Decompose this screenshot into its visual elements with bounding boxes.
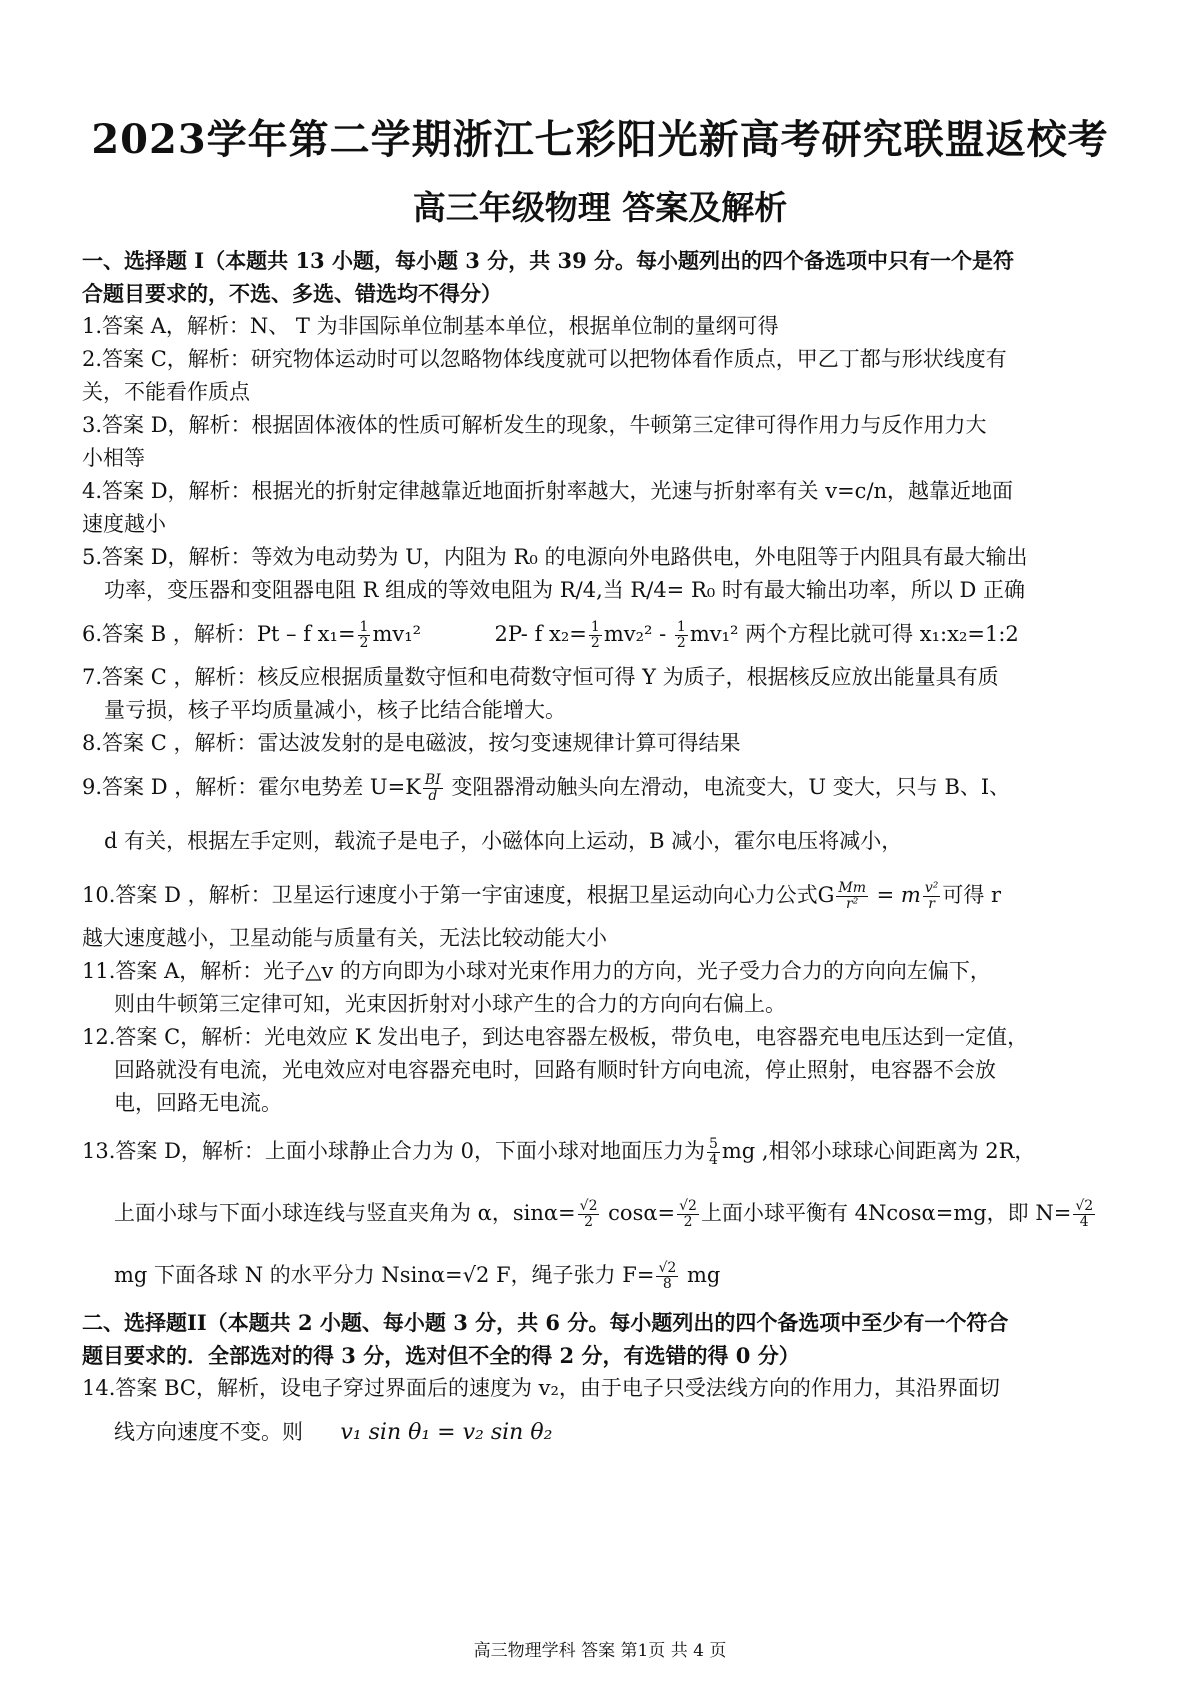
answer-11: 11.答案 A，解析：光子△v 的方向即为小球对光束作用力的方向，光子受力合力的方向向左偏下， [82, 959, 991, 983]
answer-6-text-b: mv₁² [372, 622, 422, 646]
fraction-sqrt2-2: $\frac{√2}{2}$ [579, 1198, 598, 1230]
answer-13-text-f: mg 下面各球 N 的水平分力 Nsinα=√2 F，绳子张力 F= [114, 1263, 655, 1287]
answer-10-cont: 越大速度越小，卫星动能与质量有关，无法比较动能大小 [82, 926, 607, 950]
answer-12-cont2: 电，回路无电流。 [114, 1091, 282, 1115]
fraction-half: $\frac{1}{2}$ [676, 619, 686, 651]
page-subtitle: 高三年级物理 答案及解析 [412, 188, 788, 227]
section1-heading-cont: 合题目要求的，不选、多选、错选均不得分） [82, 281, 502, 306]
answer-9 [82, 760, 1132, 814]
answer-13-text-b: mg ,相邻小球球心间距离为 2R， [721, 1139, 1036, 1163]
answer-8: 8.答案 C ，解析：雷达波发射的是电磁波，按匀变速规律计算可得结果 [82, 731, 741, 755]
answer-13 [82, 1120, 1132, 1182]
answer-9-text-a: 9.答案 D ，解析：霍尔电势差 U=K [82, 775, 421, 799]
answer-4: 4.答案 D，解析：根据光的折射定律越靠近地面折射率越大，光速与折射率有关 v=c/n，越靠近地面 [82, 479, 1014, 503]
answer-13-text-d: cosα= [601, 1201, 676, 1225]
answer-13-text-g: mg [680, 1263, 721, 1287]
answer-13-text-a: 13.答案 D，解析：上面小球静止合力为 0，下面小球对地面压力为 [82, 1139, 705, 1163]
answer-14-cont [82, 1405, 1132, 1459]
fraction-sqrt2-2: $\frac{√2}{2}$ [679, 1198, 697, 1230]
answer-9-text-b: 变阻器滑动触头向左滑动，电流变大，U 变大，只与 B、I、 [444, 775, 1011, 799]
answer-6 [82, 607, 1132, 661]
answer-4-cont: 速度越小 [82, 512, 166, 536]
snell-formula: v₁ sin θ₁ = v₂ sin θ₂ [340, 1420, 553, 1445]
answer-7-cont: 量亏损，核子平均质量减小，核子比结合能增大。 [104, 698, 566, 722]
answer-6-text-c: 2P- f x₂= [494, 622, 587, 646]
answer-6-text-d: mv₂² - [603, 622, 667, 646]
answer-10 [82, 868, 1132, 922]
answer-1: 1.答案 A，解析：N、 T 为非国际单位制基本单位，根据单位制的量纲可得 [82, 314, 779, 338]
answer-6-text-a: 6.答案 B ，解析：Pt – f x₁= [82, 622, 356, 646]
equals-m: = m [869, 883, 921, 907]
section2-heading: 二、选择题II（本题共 2 小题、每小题 3 分，共 6 分。每小题列出的四个备选项中至少有一个符合 [82, 1310, 1009, 1335]
answer-3-cont: 小相等 [82, 446, 145, 470]
fraction-sqrt2-8: $\frac{√2}{8}$ [658, 1260, 677, 1292]
answer-14-text: 线方向速度不变。则 [114, 1420, 303, 1444]
answer-3: 3.答案 D，解析：根据固体液体的性质可解析发生的现象，牛顿第三定律可得作用力与反作用力大 [82, 413, 987, 437]
fraction-bi-d: $\frac{BI}{d}$ [424, 772, 441, 804]
fraction-half: $\frac{1}{2}$ [359, 619, 369, 651]
answer-2: 2.答案 C，解析：研究物体运动时可以忽略物体线度就可以把物体看作质点，甲乙丁都与形状线度有 [82, 347, 1007, 371]
answer-5-cont: 功率，变压器和变阻器电阻 R 组成的等效电阻为 R/4,当 R/4= R₀ 时有最大输出功率，所以 D 正确 [104, 578, 1026, 602]
answer-14: 14.答案 BC，解析，设电子穿过界面后的速度为 v₂，由于电子只受法线方向的作用力，其沿界面切 [82, 1376, 1000, 1400]
section1-heading: 一、选择题 I（本题共 13 小题，每小题 3 分，共 39 分。每小题列出的四个备选项中只有一个是符 [82, 248, 1015, 273]
section2-heading-cont: 题目要求的．全部选对的得 3 分，选对但不全的得 2 分，有选错的得 0 分） [82, 1343, 800, 1368]
fraction-half: $\frac{1}{2}$ [590, 619, 600, 651]
answer-13-cont2 [82, 1244, 1132, 1306]
answer-13-cont [82, 1182, 1132, 1244]
fraction-sqrt2-4: $\frac{√2}{4}$ [1075, 1198, 1094, 1230]
answer-10-text-a: 10.答案 D ，解析：卫星运行速度小于第一宇宙速度，根据卫星运动向心力公式G [82, 883, 835, 907]
answer-5: 5.答案 D，解析：等效为电动势为 U，内阻为 R₀ 的电源向外电路供电，外电阻等于内阻具有最大输出 [82, 545, 1028, 569]
page-title: 2023学年第二学期浙江七彩阳光新高考研究联盟返校考 [91, 116, 1109, 163]
answer-11-cont: 则由牛顿第三定律可知，光束因折射对小球产生的合力的方向向右偏上。 [114, 992, 786, 1016]
answer-12-cont: 回路就没有电流，光电效应对电容器充电时，回路有顺时针方向电流，停止照射，电容器不会放 [114, 1058, 996, 1082]
fraction-5-4: $\frac{5}{4}$ [708, 1136, 718, 1168]
answer-10-text-b: 可得 r [942, 883, 1002, 907]
answer-9-cont: d 有关，根据左手定则，载流子是电子，小磁体向上运动，B 减小，霍尔电压将减小， [104, 829, 903, 853]
answer-6-text-e: mv₁² 两个方程比就可得 x₁:x₂=1:2 [689, 622, 1019, 646]
page-footer: 高三物理学科 答案 第1页 共 4 页 [473, 1641, 727, 1661]
answer-body [82, 244, 1132, 1459]
answer-7: 7.答案 C ，解析：核反应根据质量数守恒和电荷数守恒可得 Y 为质子，根据核反应放出能量具有质 [82, 665, 999, 689]
fraction-mm-r2: $\frac{Mm}{\text{r²}}$ [838, 880, 866, 912]
answer-13-text-c: 上面小球与下面小球连线与竖直夹角为 α，sinα= [114, 1201, 576, 1225]
answer-12: 12.答案 C，解析：光电效应 K 发出电子，到达电容器左极板，带负电，电容器充电电压达到一定值， [82, 1025, 1029, 1049]
answer-13-text-e: 上面小球平衡有 4Ncosα=mg，即 N= [700, 1201, 1072, 1225]
fraction-v2-r: $\frac{\text{v²}}{r}$ [924, 880, 939, 912]
answer-2-cont: 关，不能看作质点 [82, 380, 250, 404]
